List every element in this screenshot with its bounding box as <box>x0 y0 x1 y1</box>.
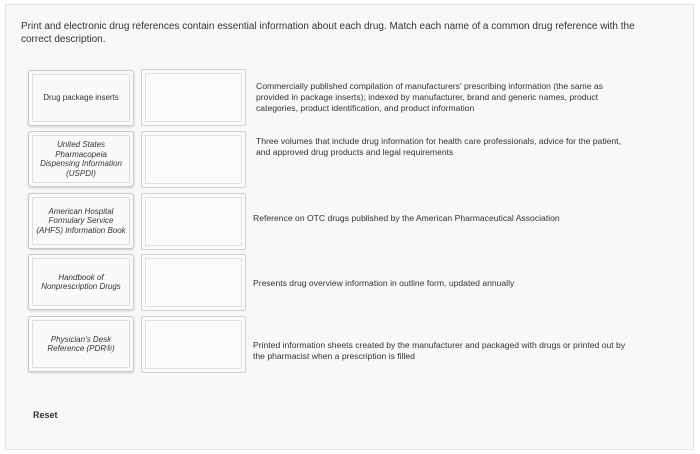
drop-target-2[interactable] <box>141 131 246 188</box>
drop-target-5[interactable] <box>141 316 246 373</box>
drag-option-drug-package-inserts[interactable] <box>28 70 134 126</box>
question-instructions: Print and electronic drug references contain essential information about each drug. Match each name of a common drug reference with the correct description. <box>21 21 635 45</box>
drop-target-4[interactable] <box>141 254 246 311</box>
drop-target-inner <box>145 320 242 369</box>
description-2: Three volumes that include drug information for health care professionals, advice for the patient, and approved drug products and legal requirements <box>256 135 621 157</box>
description-1: Commercially published compilation of manufacturers' prescribing information (the same as provided in package inserts); indexed by manufacturer, brand and generic names, product categories, product identification, and product information <box>256 81 603 113</box>
drag-option-label: Handbook of Nonprescription Drugs <box>32 258 130 306</box>
drag-option-label: United States Pharmacopeia Dispensing Information (USPDI) <box>32 135 130 183</box>
drop-target-inner <box>145 135 242 184</box>
drop-target-inner <box>145 258 242 307</box>
drop-target-inner <box>145 197 242 246</box>
description-4: Presents drug overview information in outline form, updated annually <box>253 278 515 288</box>
drop-target-inner <box>145 73 242 122</box>
reset-button[interactable]: Reset <box>33 410 58 420</box>
drag-option-label: Drug package inserts <box>32 74 130 122</box>
description-3: Reference on OTC drugs published by the American Pharmaceutical Association <box>253 213 560 223</box>
drop-target-3[interactable] <box>141 193 246 250</box>
drag-option-handbook-nonprescription[interactable] <box>28 254 134 310</box>
drag-option-ahfs[interactable] <box>28 193 134 249</box>
drag-option-label: American Hospital Formulary Service (AHFS) Information Book <box>32 197 130 245</box>
drag-option-label: Physician’s Desk Reference (PDR®) <box>32 320 130 368</box>
drag-option-uspdi[interactable] <box>28 131 134 187</box>
drag-option-pdr[interactable] <box>28 316 134 372</box>
description-5: Printed information sheets created by the manufacturer and packaged with drugs or printed out by the pharmacist when a prescription is filled <box>253 339 626 361</box>
drop-target-1[interactable] <box>141 69 246 126</box>
